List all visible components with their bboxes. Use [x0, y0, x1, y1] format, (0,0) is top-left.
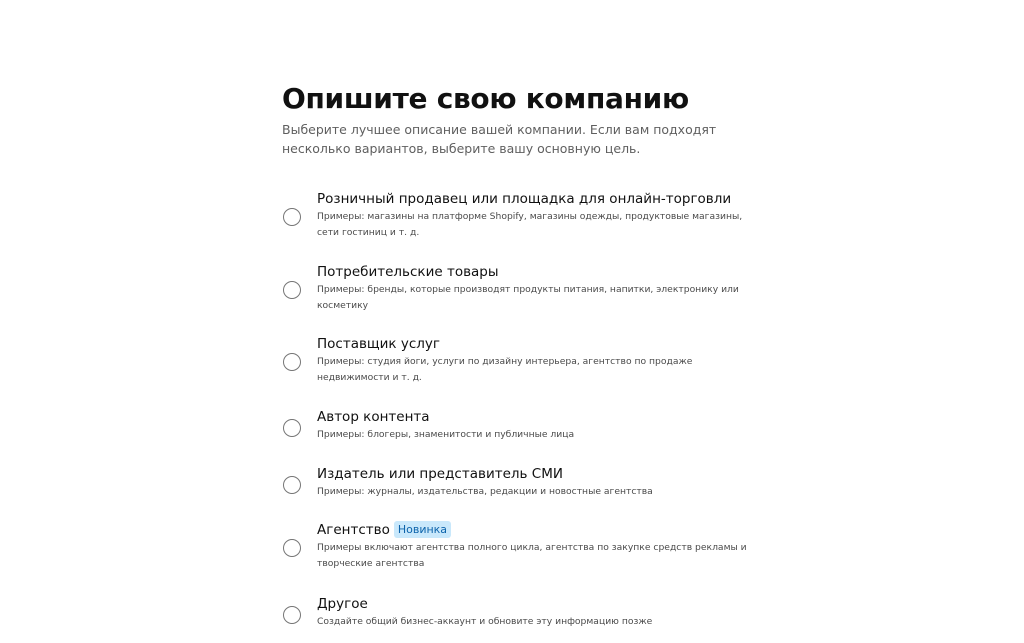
option-text	[317, 595, 757, 630]
option-text	[317, 335, 757, 386]
option-text	[317, 521, 757, 572]
option-description: Примеры: студия йоги, услуги по дизайну интерьера, агентство по продаже недвижимости и т. д.	[317, 356, 693, 383]
option-title: Поставщик услуг	[317, 336, 440, 352]
option-consumer-goods[interactable]	[282, 263, 762, 313]
option-text	[317, 465, 757, 500]
radio-button[interactable]	[283, 606, 301, 624]
option-retailer[interactable]	[282, 190, 762, 240]
option-text	[317, 190, 757, 241]
page-title: Опишите свою компанию	[282, 82, 689, 115]
radio-button[interactable]	[283, 208, 301, 226]
new-badge: Новинка	[394, 521, 451, 538]
option-text	[317, 408, 757, 443]
company-type-form	[282, 80, 762, 627]
option-title	[317, 521, 757, 539]
option-service-provider[interactable]	[282, 335, 762, 385]
option-description: Создайте общий бизнес-аккаунт и обновите эту информацию позже	[317, 616, 653, 627]
radio-button[interactable]	[283, 539, 301, 557]
radio-button[interactable]	[283, 353, 301, 371]
option-agency[interactable]	[282, 521, 762, 571]
option-title: Другое	[317, 596, 368, 612]
option-publisher-media[interactable]	[282, 465, 762, 501]
option-title: Автор контента	[317, 409, 430, 425]
option-content-creator[interactable]	[282, 408, 762, 444]
option-title: Розничный продавец или площадка для онлайн-торговли	[317, 191, 732, 207]
option-title-text: Агентство	[317, 522, 390, 538]
radio-button[interactable]	[283, 419, 301, 437]
option-title: Потребительские товары	[317, 264, 499, 280]
option-text	[317, 263, 757, 314]
radio-button[interactable]	[283, 476, 301, 494]
option-description: Примеры: блогеры, знаменитости и публичные лица	[317, 429, 575, 440]
option-title: Издатель или представитель СМИ	[317, 466, 563, 482]
option-description: Примеры включают агентства полного цикла, агентства по закупке средств рекламы и творческие агентства	[317, 542, 747, 569]
option-other[interactable]	[282, 595, 762, 631]
option-description: Примеры: магазины на платформе Shopify, магазины одежды, продуктовые магазины, сети гостиниц и т. д.	[317, 211, 743, 238]
option-description: Примеры: журналы, издательства, редакции и новостные агентства	[317, 486, 653, 497]
page-subtitle: Выберите лучшее описание вашей компании. Если вам подходят несколько вариантов, выберите вашу основную цель.	[282, 122, 717, 156]
radio-button[interactable]	[283, 281, 301, 299]
option-description: Примеры: бренды, которые производят продукты питания, напитки, электронику или косметику	[317, 284, 739, 311]
